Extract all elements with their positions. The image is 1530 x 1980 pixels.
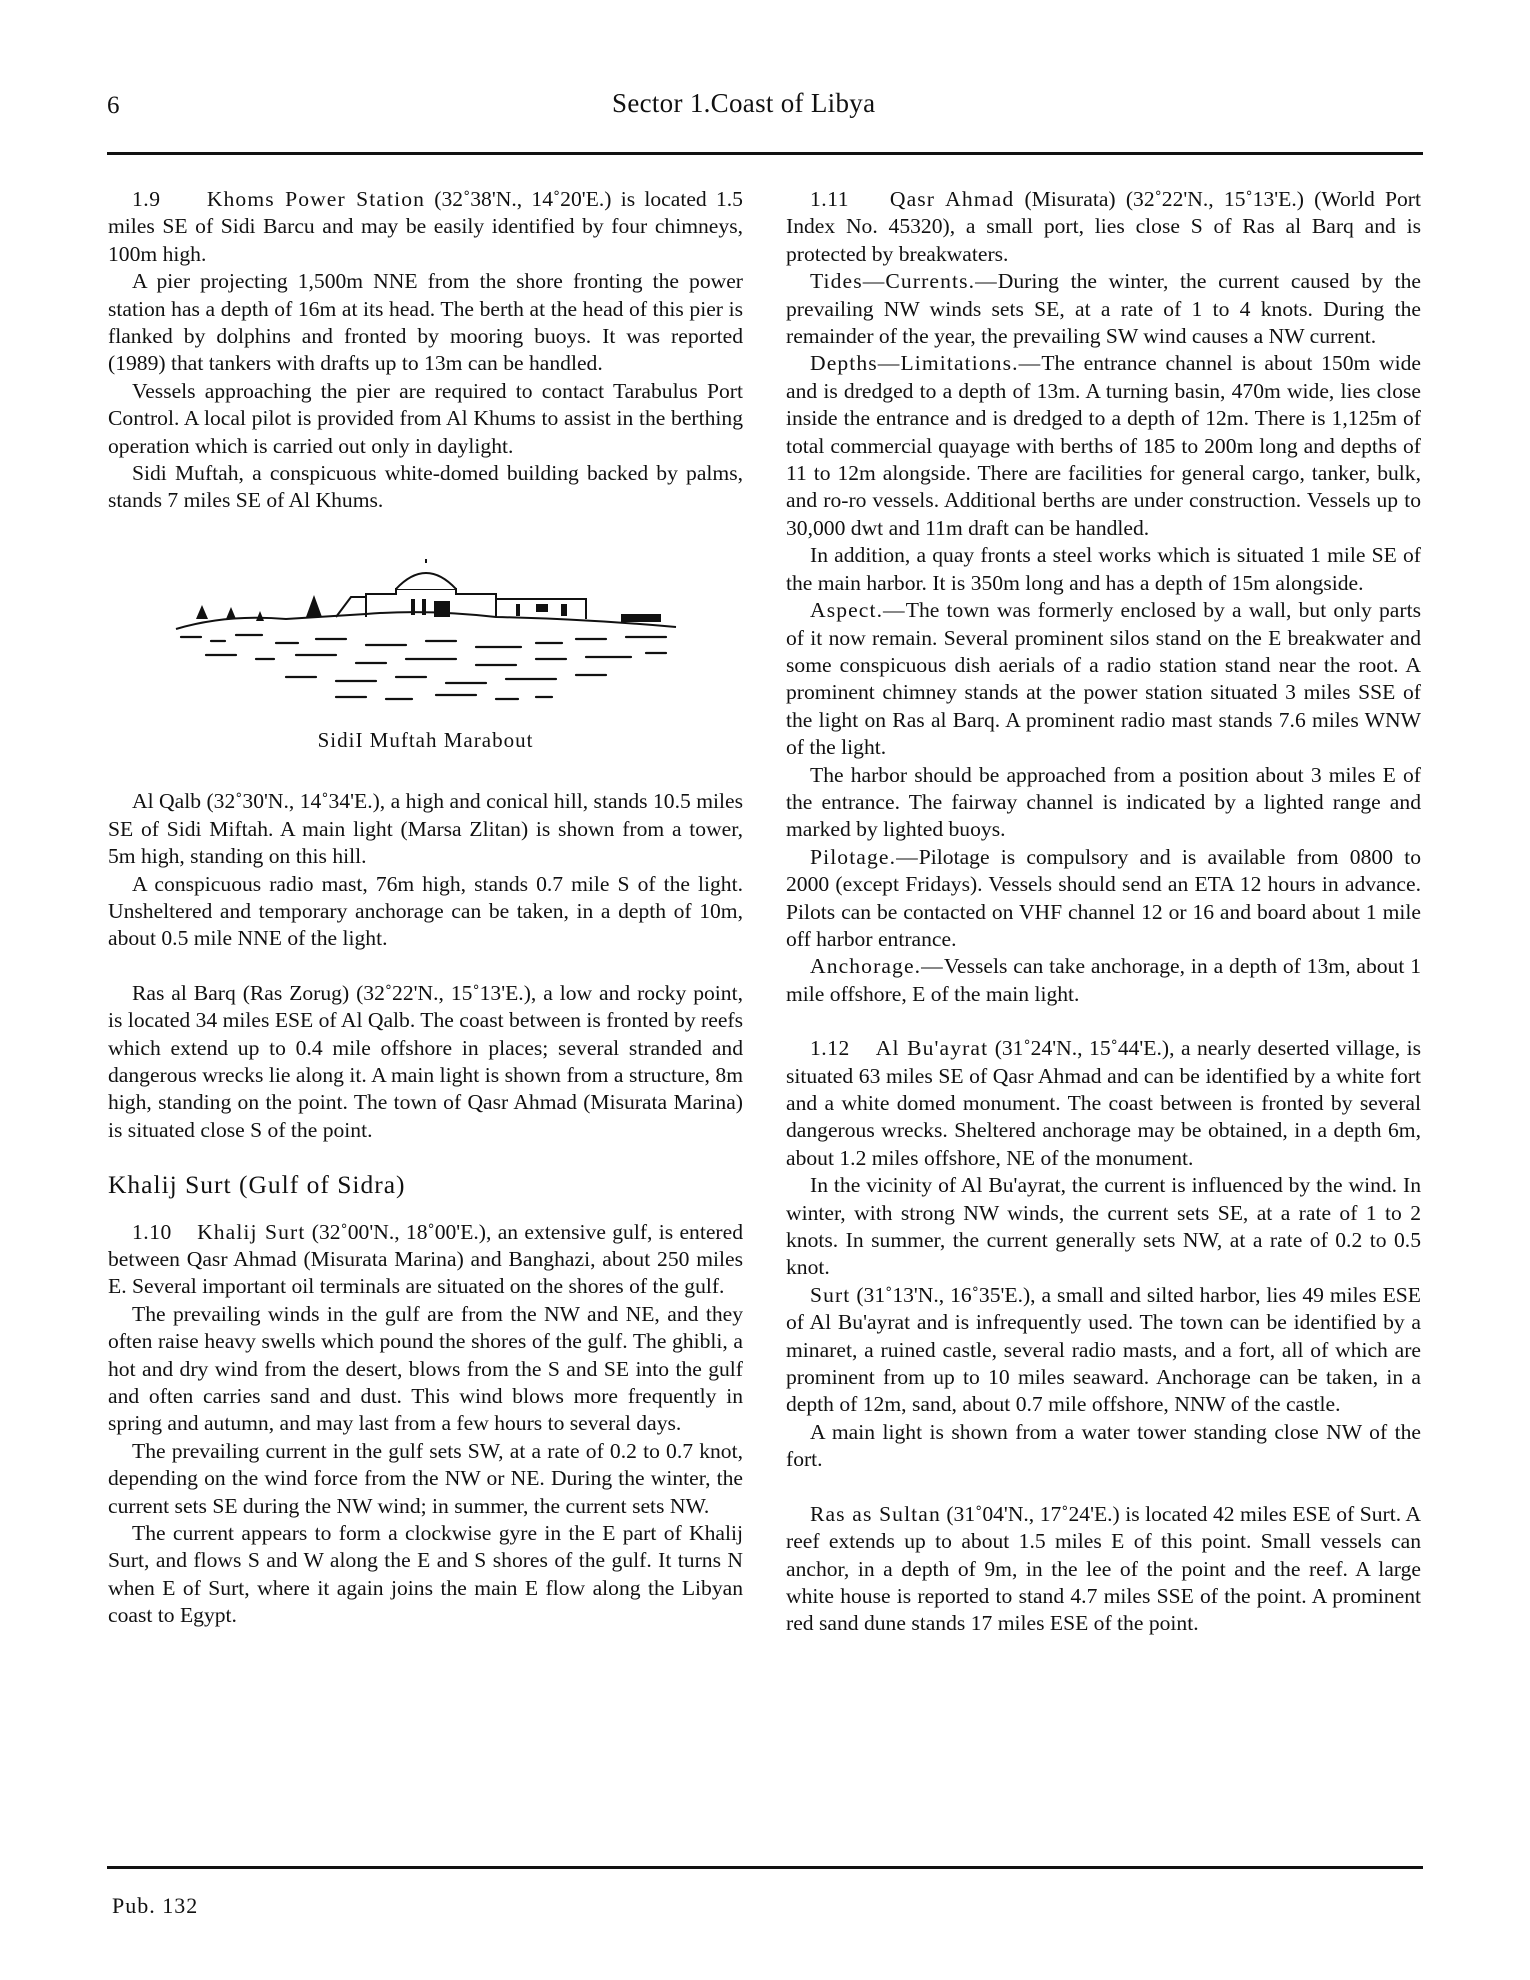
paragraph-tides-currents	[786, 268, 1421, 350]
paragraph: In the vicinity of Al Bu'ayrat, the current is influenced by the wind. In winter, with strong NW winds, the current sets SE, at a rate of 1 to 2 knots. In summer, the current generally sets NW, at a rate of 0.2 to 0.5 knot.	[786, 1173, 1421, 1280]
section-heading: Khalij Surt (Gulf of Sidra)	[108, 1170, 406, 1200]
paragraph-text: During the winter, the current caused by the prevailing NW winds sets SE, at a rate of 1 to 4 knots. During the remainder of the year, the prevailing SW wind causes a NW current.	[786, 269, 1421, 349]
paragraph-text: (32˚00'N., 18˚00'E.), an extensive gulf, is entered between Qasr Ahmad (Misurata Marina) and Banghazi, about 250 miles E. Several important oil terminals are situated on the shores of the gulf.	[108, 1219, 743, 1299]
right-column	[786, 186, 1421, 1638]
paragraph-title: Surt	[810, 1282, 851, 1307]
paragraph: The harbor should be approached from a position about 3 miles E of the entrance. The fairway channel is indicated by a lighted range and marked by lighted buoys.	[786, 762, 1421, 842]
paragraph: In addition, a quay fronts a steel works which is situated 1 mile SE of the main harbor. It is 350m long and has a depth of 15m alongside.	[786, 543, 1421, 595]
subheading-label: Aspect.—	[810, 598, 906, 623]
paragraph-number: 1.9	[132, 187, 161, 211]
paragraph-text: The entrance channel is about 150m wide and is dredged to a depth of 13m. A turning basin, 470m wide, lies close inside the entrance and is dredged to a depth of 12m. There is 1,125m of total commercial quayage with berths of 185 to 200m long and depths of 11 to 12m alongside. There are facilities for general cargo, tanker, bulk, and ro-ro vessels. Additional berths are under construction. Vessels up to 30,000 dwt and 11m draft can be handled.	[786, 351, 1421, 540]
paragraph: A main light is shown from a water tower standing close NW of the fort.	[786, 1419, 1421, 1472]
paragraph: A pier projecting 1,500m NNE from the shore fronting the power station has a depth of 16m at its head. The berth at the head of this pier is flanked by dolphins and fronted by mooring buoys. It was reported (1989) that tankers with drafts up to 13m can be handled.	[108, 269, 743, 376]
paragraph-text: (31˚13'N., 16˚35'E.), a small and silted harbor, lies 49 miles ESE of Al Bu'ayrat and is infrequently used. The town can be identified by a minaret, a ruined castle, several radio masts, and a fort, all of which are prominent from up to 10 miles seaward. Anchorage can be taken, in a depth of 12m, sand, about 0.7 mile offshore, NNW of the castle.	[786, 1282, 1421, 1417]
paragraph-text: (32˚38'N., 14˚20'E.) is located 1.5 miles SE of Sidi Barcu and may be easily identified by four chimneys, 100m high.	[108, 187, 743, 266]
paragraph-number: 1.10	[132, 1219, 172, 1244]
paragraph-aspect	[786, 597, 1421, 761]
paragraph: Sidi Muftah, a conspicuous white-domed building backed by palms, stands 7 miles SE of Al Khums.	[108, 461, 743, 513]
paragraph-title: Khoms Power Station	[206, 187, 426, 211]
subheading-label: Depths—Limitations.—	[810, 351, 1042, 376]
paragraph-text: Pilotage is compulsory and is available from 0800 to 2000 (except Fridays). Vessels should send an ETA 12 hours in advance. Pilots can be contacted on VHF channel 12 or 16 and board about 1 mile off harbor entrance.	[786, 844, 1421, 951]
paragraph: The current appears to form a clockwise gyre in the E part of Khalij Surt, and flows S and W along the E and S shores of the gulf. It turns N when E of Surt, where it again joins the main E flow along the Libyan coast to Egypt.	[108, 1521, 743, 1628]
paragraph-1-11	[786, 186, 1421, 268]
paragraph-text: (31˚24'N., 15˚44'E.), a nearly deserted village, is situated 63 miles SE of Qasr Ahmad and can be identified by a white fort and a white domed monument. The coast between is fronted by several dangerous wrecks. Sheltered anchorage may be obtained, in a depth 6m, about 1.2 miles offshore, NE of the monument.	[786, 1036, 1421, 1170]
paragraph-anchorage	[786, 953, 1421, 1008]
paragraph-pilotage	[786, 844, 1421, 954]
subheading-label: Pilotage.—	[810, 844, 919, 869]
paragraph-ras-as-sultan	[786, 1501, 1421, 1638]
header-rule	[107, 152, 1423, 155]
paragraph: Vessels approaching the pier are required to contact Tarabulus Port Control. A local pilot is provided from Al Khums to assist in the berthing operation which is carried out only in daylight.	[108, 378, 743, 458]
paragraph-1-12	[786, 1035, 1421, 1172]
paragraph-number: 1.12	[810, 1036, 850, 1061]
paragraph-title: Qasr Ahmad	[889, 187, 1015, 211]
paragraph: The prevailing current in the gulf sets SW, at a rate of 0.2 to 0.7 knot, depending on the wind force from the NW or NE. During the winter, the current sets SE during the NW wind; in summer, the current sets NW.	[108, 1438, 743, 1518]
paragraph-title: Khalij Surt	[197, 1219, 306, 1244]
paragraph-1-10	[108, 1219, 743, 1301]
paragraph: The prevailing winds in the gulf are from the NW and NE, and they often raise heavy swells which pound the shores of the gulf. The ghibli, a hot and dry wind from the desert, blows from the S and SE into the gulf and often carries sand and dust. This wind blows more frequently in spring and autumn, and may last from a few hours to several days.	[108, 1301, 743, 1436]
paragraph-title: Ras as Sultan	[810, 1501, 941, 1526]
figure-caption: SidiI Muftah Marabout	[317, 727, 534, 752]
paragraph-text: Vessels can take anchorage, in a depth of 13m, about 1 mile offshore, E of the main light.	[786, 954, 1421, 1006]
paragraph-number: 1.11	[810, 187, 849, 211]
paragraph-depths-limitations	[786, 350, 1421, 542]
running-head: Sector 1.Coast of Libya	[612, 88, 876, 118]
paragraph-title: Al Bu'ayrat	[875, 1036, 989, 1061]
marabout-illustration-icon	[166, 559, 686, 709]
paragraph-text: (Misurata) (32˚22'N., 15˚13'E.) (World Port Index No. 45320), a small port, lies close S of Ras al Barq and is protected by breakwaters.	[786, 187, 1421, 266]
paragraph: Ras al Barq (Ras Zorug) (32˚22'N., 15˚13'E.), a low and rocky point, is located 34 miles ESE of Al Qalb. The coast between is fronted by reefs which extend up to 0.4 mile offshore in places; several stranded and dangerous wrecks lie along it. A main light is shown from a structure, 8m high, standing on the point. The town of Qasr Ahmad (Misurata Marina) is situated close S of the point.	[108, 980, 743, 1142]
publication-footer: Pub. 132	[112, 1893, 199, 1918]
figure-marabout	[108, 559, 743, 754]
paragraph: Al Qalb (32˚30'N., 14˚34'E.), a high and conical hill, stands 10.5 miles SE of Sidi Miftah. A main light (Marsa Zlitan) is shown from a tower, 5m high, standing on this hill.	[108, 789, 743, 869]
left-column	[108, 186, 743, 1630]
subheading-label: Anchorage.—	[810, 954, 944, 979]
subheading-label: Tides—Currents.—	[810, 269, 998, 294]
paragraph-surt	[786, 1282, 1421, 1419]
paragraph-1-9	[108, 186, 743, 268]
footer-rule	[107, 1866, 1423, 1869]
paragraph-text: The town was formerly enclosed by a wall, but only parts of it now remain. Several prominent silos stand on the E breakwater and some conspicuous dish aerials of a radio station stand near the root. A prominent chimney stands at the power station situated 3 miles SSE of the light on Ras al Barq. A prominent radio mast stands 7.6 miles WNW of the light.	[786, 598, 1421, 760]
paragraph: A conspicuous radio mast, 76m high, stands 0.7 mile S of the light. Unsheltered and temporary anchorage can be taken, in a depth of 10m, about 0.5 mile NNE of the light.	[108, 871, 743, 951]
paragraph-text: (31˚04'N., 17˚24'E.) is located 42 miles ESE of Surt. A reef extends up to about 1.5 miles E of this point. Small vessels can anchor, in a depth of 9m, in the lee of the point and the reef. A large white house is reported to stand 4.7 miles SSE of the point. A prominent red sand dune stands 17 miles ESE of the point.	[786, 1501, 1421, 1636]
page-number: 6	[107, 92, 120, 119]
